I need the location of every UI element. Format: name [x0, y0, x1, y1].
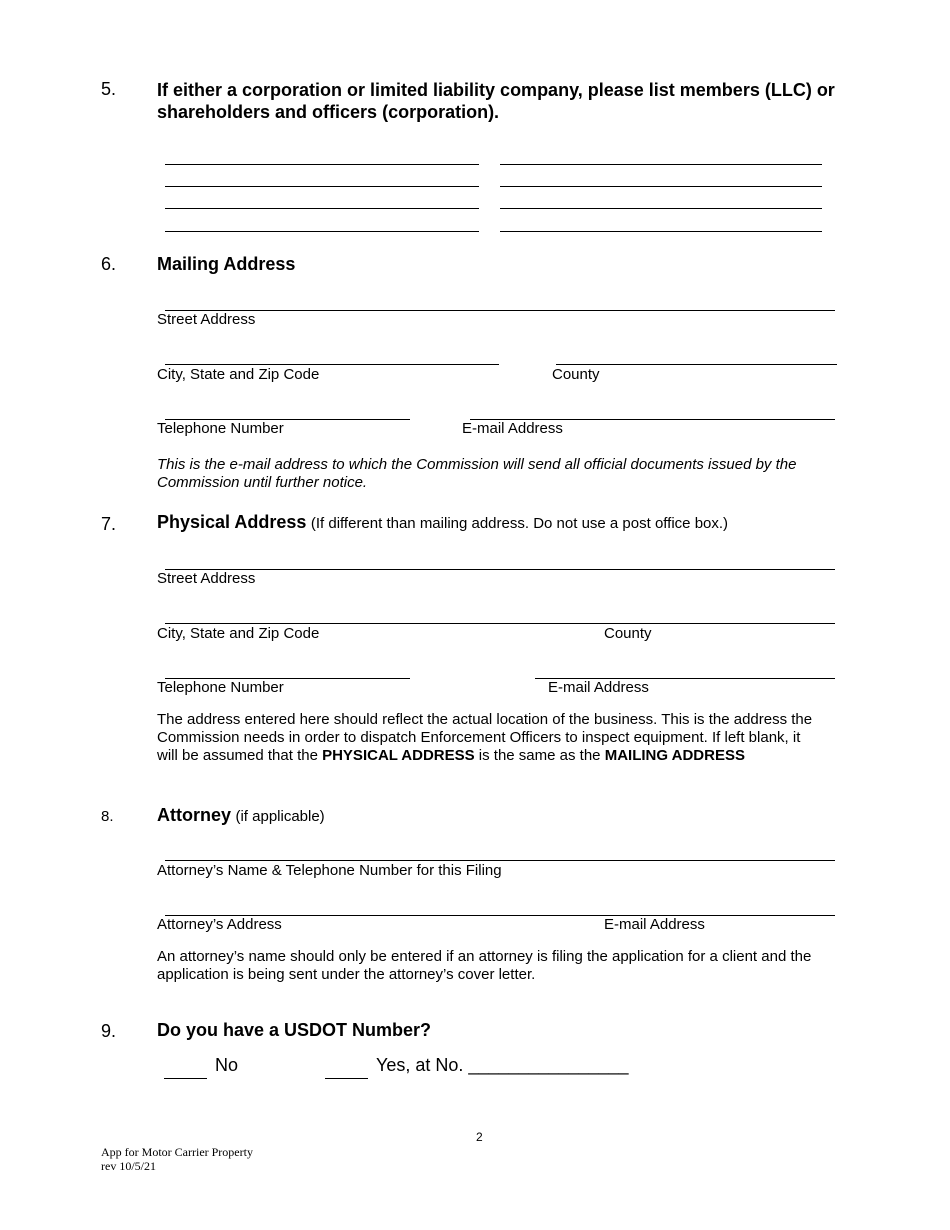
section-8-number: 8. [101, 808, 114, 825]
mailing-street-label: Street Address [157, 311, 256, 328]
physical-email-label: E-mail Address [548, 679, 649, 696]
mailing-city-line[interactable] [165, 364, 499, 365]
physical-street-line[interactable] [165, 569, 835, 570]
physical-county-label: County [604, 625, 652, 642]
usdot-no-checkbox-line[interactable] [164, 1078, 207, 1079]
section-6-number: 6. [101, 254, 117, 274]
section-9-heading: Do you have a USDOT Number? [157, 1020, 432, 1040]
mailing-phone-label: Telephone Number [157, 420, 284, 437]
footer-revision: rev 10/5/21 [101, 1159, 156, 1173]
member-line-1-right[interactable] [500, 164, 822, 165]
physical-city-label: City, State and Zip Code [157, 625, 320, 642]
section-8-heading-note: (if applicable) [235, 808, 325, 825]
mailing-email-note: This is the e-mail address to which the Commission will send all official documents issued by the Commission until further notice. [157, 456, 797, 491]
footer-form-name: App for Motor Carrier Property [101, 1145, 253, 1159]
physical-note-text-mid: is the same as the [474, 747, 605, 764]
usdot-no-label: No [215, 1055, 239, 1075]
mailing-street-line[interactable] [165, 310, 835, 311]
section-7-heading-row [157, 512, 728, 533]
usdot-yes-label: Yes, at No. ________________ [376, 1055, 629, 1075]
attorney-email-label: E-mail Address [604, 916, 705, 933]
attorney-name-line[interactable] [165, 860, 835, 861]
mailing-city-label: City, State and Zip Code [157, 366, 320, 383]
section-7-number: 7. [101, 514, 117, 534]
member-line-1-left[interactable] [165, 164, 479, 165]
member-line-4-right[interactable] [500, 231, 822, 232]
mailing-county-line[interactable] [556, 364, 837, 365]
section-9-number: 9. [101, 1021, 117, 1041]
physical-note-bold-1: PHYSICAL ADDRESS [322, 747, 475, 764]
member-line-2-right[interactable] [500, 186, 822, 187]
physical-city-line[interactable] [165, 623, 835, 624]
section-5-heading: If either a corporation or limited liability company, please list members (LLC) or shareholders and officers (corporation). [157, 80, 835, 122]
section-7-heading: Physical Address [157, 512, 307, 532]
member-line-2-left[interactable] [165, 186, 479, 187]
physical-street-label: Street Address [157, 570, 256, 587]
section-8-heading: Attorney [157, 805, 232, 825]
page-number: 2 [476, 1130, 483, 1144]
member-line-3-left[interactable] [165, 208, 479, 209]
mailing-email-label: E-mail Address [462, 420, 563, 437]
section-8-heading-row [157, 805, 325, 826]
section-5-number: 5. [101, 79, 117, 99]
member-line-4-left[interactable] [165, 231, 479, 232]
usdot-yes-checkbox-line[interactable] [325, 1078, 368, 1079]
physical-note-text-start: The address entered here should reflect the actual location of the business. This is the address the Commission needs in order to dispatch Enforcement Officers to inspect equipment. If left blank, it will be assumed that the [157, 711, 813, 764]
section-7-heading-note: (If different than mailing address. Do not use a post office box.) [310, 515, 729, 532]
attorney-note: An attorney’s name should only be entered if an attorney is filing the application for a client and the application is being sent under the attorney’s cover letter. [157, 948, 812, 983]
section-6-heading: Mailing Address [157, 254, 296, 274]
attorney-address-label: Attorney’s Address [157, 916, 282, 933]
physical-phone-label: Telephone Number [157, 679, 284, 696]
attorney-name-label: Attorney’s Name & Telephone Number for this Filing [157, 862, 502, 879]
physical-address-note [157, 711, 817, 765]
member-line-3-right[interactable] [500, 208, 822, 209]
mailing-county-label: County [552, 366, 600, 383]
physical-note-bold-2: MAILING ADDRESS [604, 747, 745, 764]
